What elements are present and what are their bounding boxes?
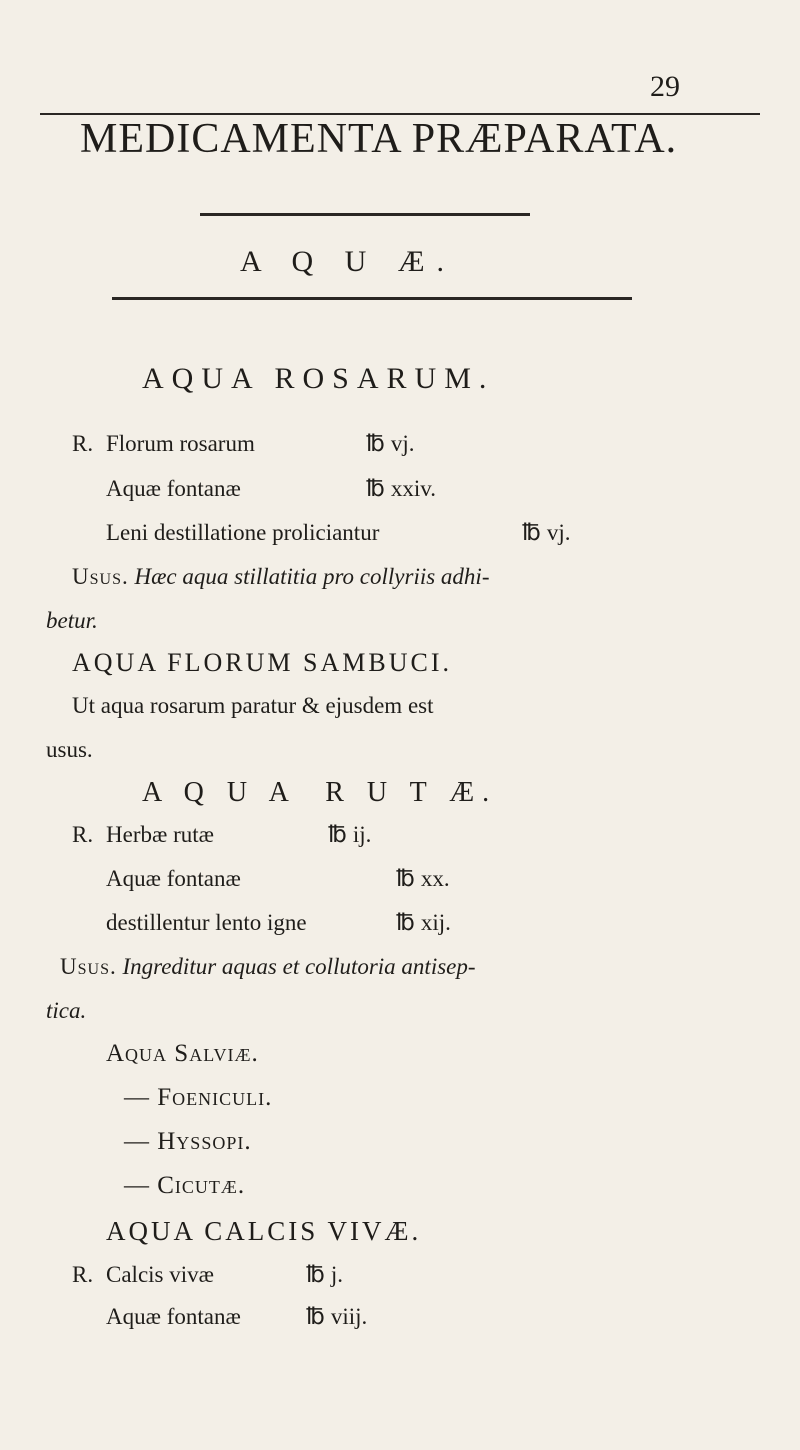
- libra-icon: ℔: [306, 1304, 325, 1330]
- ingredient-name: Calcis vivæ: [106, 1262, 214, 1287]
- entry-text: Ut aqua rosarum paratur & ejusdem est: [72, 693, 434, 718]
- recipe-marker: R.: [72, 822, 94, 847]
- list-item: — Cicutæ.: [124, 1172, 246, 1199]
- recipe-marker: R.: [72, 431, 94, 456]
- usus-line: [72, 564, 489, 590]
- ingredient-quantity: ℔ vj.: [522, 520, 571, 546]
- page-title: MEDICAMENTA PRÆPARATA.: [80, 116, 678, 162]
- libra-icon: ℔: [396, 866, 415, 892]
- section-heading: A Q U Æ.: [240, 245, 457, 278]
- libra-icon: ℔: [366, 431, 385, 457]
- libra-icon: ℔: [366, 476, 385, 502]
- usus-label: Usus.: [72, 564, 129, 589]
- ingredient-quantity: ℔ vj.: [366, 431, 415, 457]
- libra-icon: ℔: [328, 822, 347, 848]
- ingredient-quantity: ℔ xij.: [396, 910, 451, 936]
- ingredient-name: Florum rosarum: [106, 431, 255, 456]
- usus-text-continued: tica.: [46, 998, 87, 1023]
- section-rule: [112, 297, 632, 300]
- ingredient-quantity: ℔ ij.: [328, 822, 372, 848]
- ingredient-name: Aquæ fontanæ: [106, 1304, 241, 1329]
- entry-heading-rosarum: AQUA ROSARUM.: [142, 362, 495, 395]
- usus-text: Hæc aqua stillatitia pro collyriis adhi-: [134, 564, 490, 589]
- ingredient-name: Aquæ fontanæ: [106, 476, 241, 501]
- title-rule: [200, 213, 530, 216]
- ingredient-quantity: ℔ j.: [306, 1262, 343, 1288]
- entry-heading-calcis: AQUA CALCIS VIVÆ.: [106, 1216, 422, 1246]
- entry-heading-sambuci: AQUA FLORUM SAMBUCI.: [72, 648, 452, 677]
- ingredient-name: Herbæ rutæ: [106, 822, 214, 847]
- ingredient-name: destillentur lento igne: [106, 910, 307, 935]
- ingredient-name: Aquæ fontanæ: [106, 866, 241, 891]
- ingredient-quantity: ℔ viij.: [306, 1304, 368, 1330]
- list-item: — Hyssopi.: [124, 1128, 252, 1155]
- usus-text: Ingreditur aquas et collutoria antisep-: [122, 954, 476, 979]
- usus-text-continued: betur.: [46, 608, 98, 633]
- libra-icon: ℔: [306, 1262, 325, 1288]
- list-item: Aqua Salviæ.: [106, 1040, 259, 1067]
- ingredient-quantity: ℔ xx.: [396, 866, 450, 892]
- recipe-marker: R.: [72, 1262, 94, 1287]
- libra-icon: ℔: [522, 520, 541, 546]
- page-number: 29: [650, 70, 680, 103]
- ingredient-quantity: ℔ xxiv.: [366, 476, 436, 502]
- ingredient-name: Leni destillatione proliciantur: [106, 520, 380, 545]
- usus-line: [60, 954, 476, 980]
- entry-heading-rutae: A Q U A R U T Æ.: [142, 777, 498, 808]
- usus-label: Usus.: [60, 954, 117, 979]
- libra-icon: ℔: [396, 910, 415, 936]
- entry-text-continued: usus.: [46, 737, 93, 762]
- list-item: — Foeniculi.: [124, 1084, 273, 1111]
